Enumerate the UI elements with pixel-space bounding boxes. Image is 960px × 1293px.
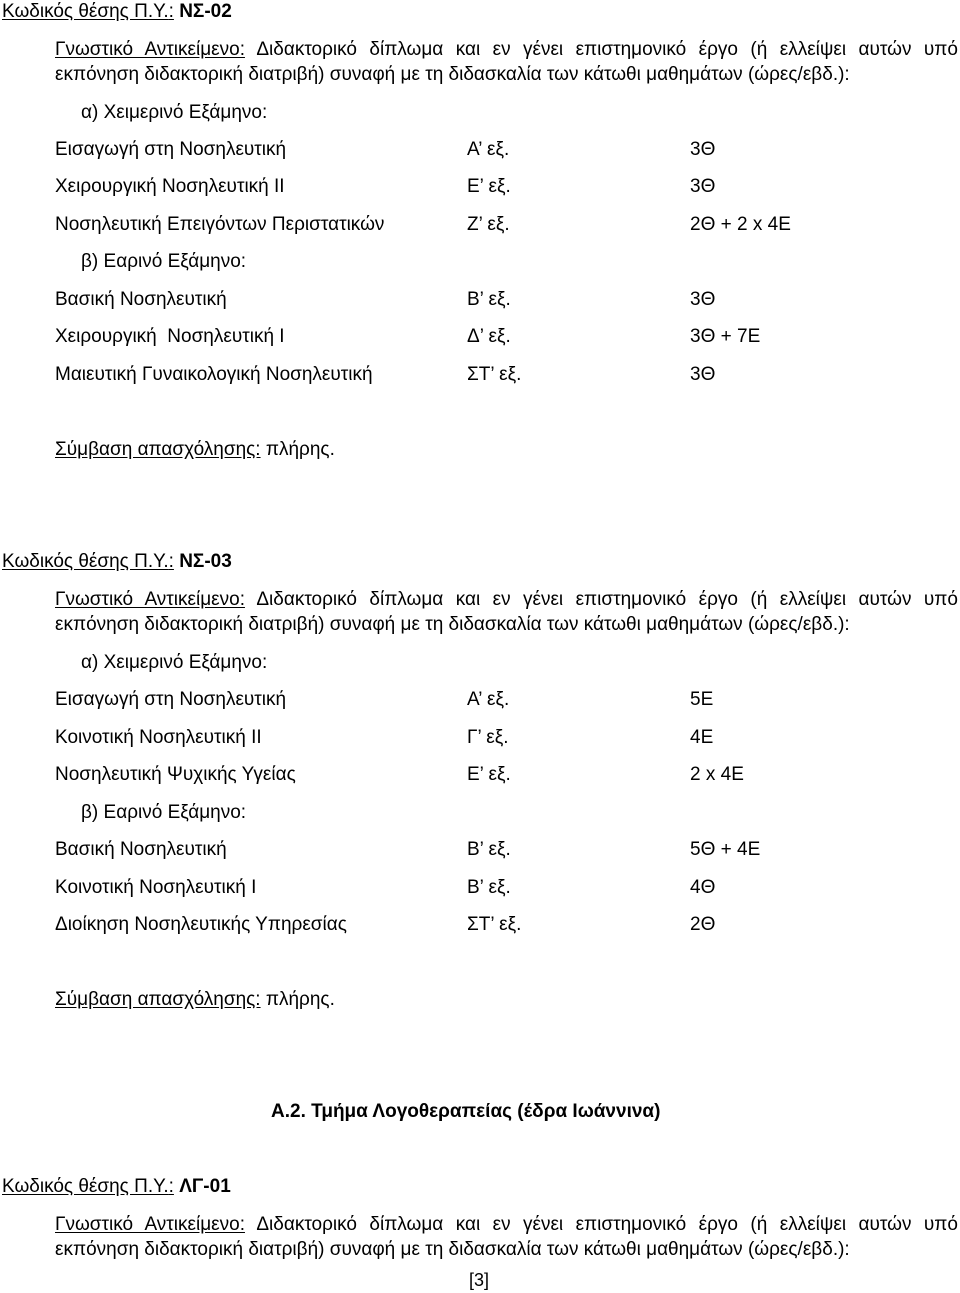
course-semester: Β’ εξ. [467,839,511,860]
position-code-separator: : [168,551,174,572]
page-number: [3] [469,1270,490,1290]
subject-label: Γνωστικό Αντικείμενο: [55,589,245,610]
course-semester: Β’ εξ. [467,877,511,898]
subject-paragraph [55,589,958,611]
course-hours: 3Θ + 7Ε [690,326,761,347]
course-name: Εισαγωγή στη Νοσηλευτική [55,139,287,160]
course-hours: 4Ε [690,727,714,748]
course-hours: 4Θ [690,877,716,898]
course-hours: 2Θ [690,914,716,935]
course-semester: Β’ εξ. [467,289,511,310]
spring-semester-label: β) Εαρινό Εξάμηνο: [81,802,247,823]
subject-paragraph [55,1214,958,1236]
position-code-separator: : [168,1176,174,1197]
contract-line [55,989,335,1011]
course-name: Χειρουργική Νοσηλευτική Ι [55,326,285,347]
position-code-value: ΝΣ-03 [179,551,232,572]
contract-value: πλήρης. [260,989,335,1010]
course-name: Διοίκηση Νοσηλευτικής Υπηρεσίας [55,914,347,935]
position-code-label: Κωδικός θέσης Π.Υ. [2,551,169,572]
course-hours: 5Θ + 4Ε [690,839,761,860]
course-name: Βασική Νοσηλευτική [55,289,227,310]
course-hours: 3Θ [690,176,716,197]
position-code-label: Κωδικός θέσης Π.Υ. [2,1,169,22]
course-semester: Δ’ εξ. [467,326,511,347]
subject-text-continued: εκπόνηση διδακτορική διατριβή) συναφή με τη διδασκαλία των κάτωθι μαθημάτων (ώρες/εβδ.): [55,1239,850,1260]
subject-text-continued: εκπόνηση διδακτορική διατριβή) συναφή με τη διδασκαλία των κάτωθι μαθημάτων (ώρες/εβδ.): [55,64,850,85]
course-name: Χειρουργική Νοσηλευτική ΙΙ [55,176,285,197]
contract-label: Σύμβαση απασχόλησης: [55,439,261,460]
course-name: Κοινοτική Νοσηλευτική Ι [55,877,257,898]
subject-paragraph [55,39,958,61]
position-code-value: ΝΣ-02 [179,1,232,22]
course-name: Νοσηλευτική Επειγόντων Περιστατικών [55,214,385,235]
course-semester: Γ’ εξ. [467,727,509,748]
subject-label: Γνωστικό Αντικείμενο: [55,39,245,60]
subject-text: Διδακτορικό δίπλωμα και εν γένει επιστημονικό έργο (ή ελλείψει αυτών υπό [256,39,958,60]
position-code-line [2,1,232,23]
contract-value: πλήρης. [260,439,335,460]
section-heading: Α.2. Τμήμα Λογοθεραπείας (έδρα Ιωάννινα) [271,1101,661,1122]
course-semester: Ε’ εξ. [467,176,511,197]
course-name: Μαιευτική Γυναικολογική Νοσηλευτική [55,364,373,385]
course-hours: 3Θ [690,289,716,310]
spring-semester-label: β) Εαρινό Εξάμηνο: [81,251,247,272]
course-hours: 3Θ [690,364,716,385]
subject-text: Διδακτορικό δίπλωμα και εν γένει επιστημονικό έργο (ή ελλείψει αυτών υπό [256,589,958,610]
winter-semester-label: α) Χειμερινό Εξάμηνο: [81,652,268,673]
course-hours: 5Ε [690,689,714,710]
contract-label: Σύμβαση απασχόλησης: [55,989,261,1010]
position-code-label: Κωδικός θέσης Π.Υ. [2,1176,169,1197]
course-semester: Α’ εξ. [467,139,510,160]
contract-line [55,439,335,461]
course-hours: 3Θ [690,139,716,160]
course-hours: 2 x 4Ε [690,764,744,785]
course-name: Βασική Νοσηλευτική [55,839,227,860]
winter-semester-label: α) Χειμερινό Εξάμηνο: [81,102,268,123]
position-code-line [2,1176,231,1198]
course-hours: 2Θ + 2 x 4Ε [690,214,791,235]
course-semester: Α’ εξ. [467,689,510,710]
subject-label: Γνωστικό Αντικείμενο: [55,1214,245,1235]
course-semester: ΣΤ’ εξ. [467,914,522,935]
course-semester: Ζ’ εξ. [467,214,510,235]
course-name: Νοσηλευτική Ψυχικής Υγείας [55,764,296,785]
course-semester: Ε’ εξ. [467,764,511,785]
position-code-line [2,551,232,573]
course-name: Εισαγωγή στη Νοσηλευτική [55,689,287,710]
subject-text: Διδακτορικό δίπλωμα και εν γένει επιστημονικό έργο (ή ελλείψει αυτών υπό [256,1214,958,1235]
position-code-value: ΛΓ-01 [179,1176,231,1197]
course-name: Κοινοτική Νοσηλευτική ΙΙ [55,727,262,748]
course-semester: ΣΤ’ εξ. [467,364,522,385]
subject-text-continued: εκπόνηση διδακτορική διατριβή) συναφή με τη διδασκαλία των κάτωθι μαθημάτων (ώρες/εβδ.): [55,614,850,635]
position-code-separator: : [168,1,174,22]
